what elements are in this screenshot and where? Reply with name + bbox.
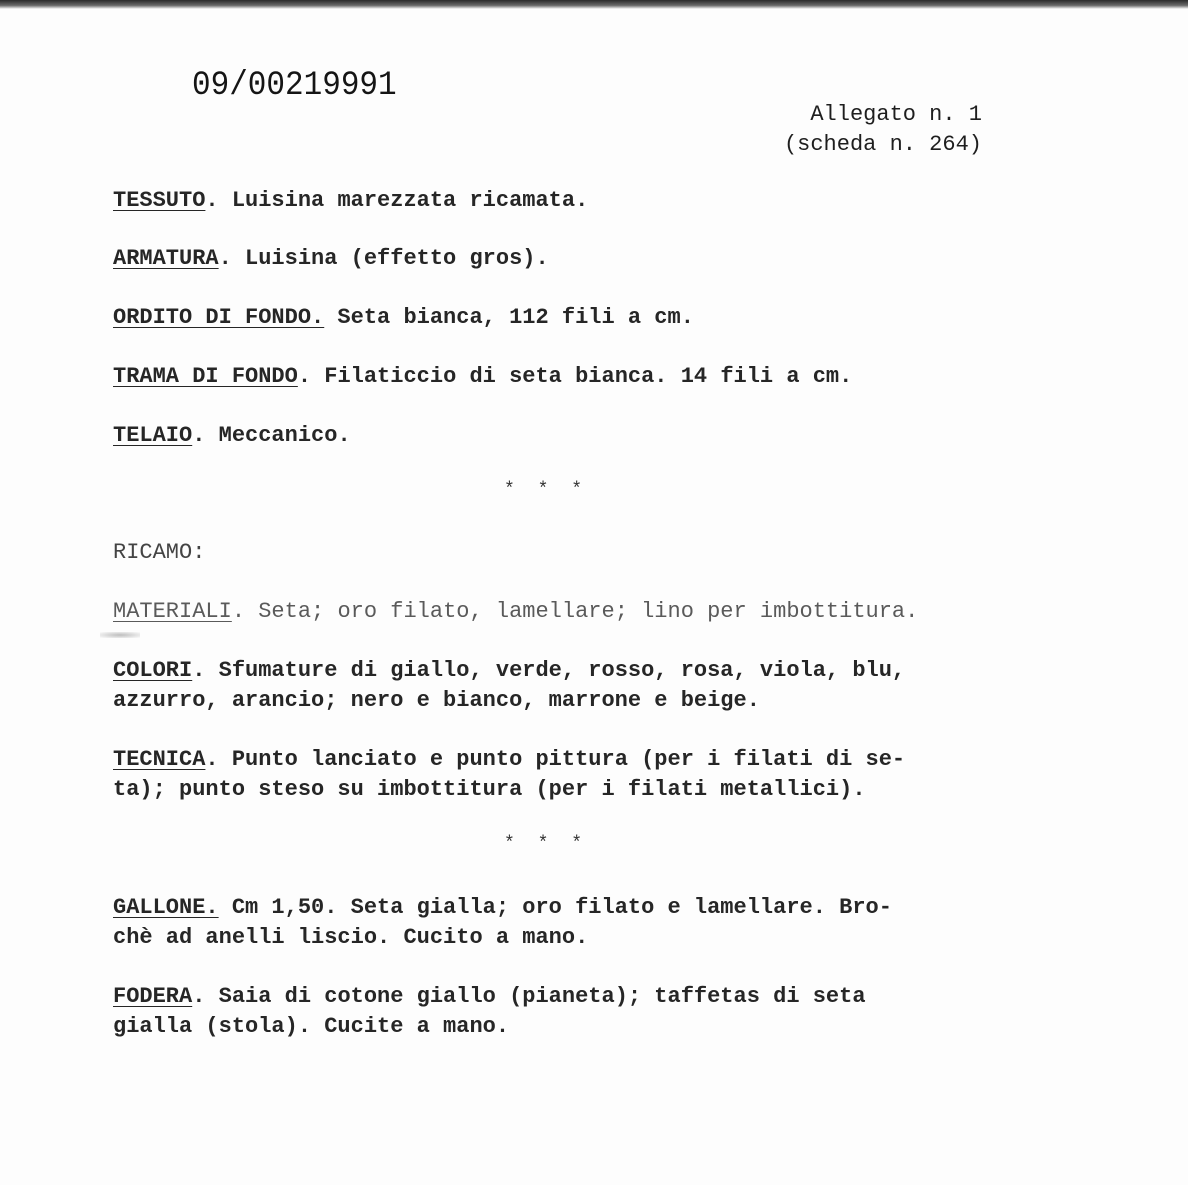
text-gallone-1: Cm 1,50. Seta gialla; oro filato e lamellare. Bro- [218,895,892,920]
entry-materiali [113,597,918,627]
entry-fodera-cont [113,1012,509,1042]
section-separator: * * * [504,834,589,854]
record-number: (scheda n. 264) [783,132,982,157]
label-gallone: GALLONE. [113,895,219,920]
entry-colori [113,656,905,686]
entry-armatura [113,244,549,274]
text-ordito: Seta bianca, 112 fili a cm. [324,305,694,330]
entry-gallone [113,893,892,923]
text-tecnica-1: . Punto lanciato e punto pittura (per i filati di se- [205,747,906,772]
label-trama: TRAMA DI FONDO [113,364,298,389]
text-armatura: . Luisina (effetto gros). [218,246,549,271]
label-fodera: FODERA [113,984,193,1009]
text-trama: . Filaticcio di seta bianca. 14 fili a cm. [297,364,853,389]
entry-trama [113,362,852,392]
label-materiali: MATERIALI [113,599,232,624]
text-tecnica-2: ta); punto steso su imbottitura (per i filati metallici). [113,777,866,802]
document-number: 09/00219991 [192,66,397,106]
text-telaio: . Meccanico. [192,423,351,448]
label-armatura: ARMATURA [113,246,219,271]
label-colori: COLORI [113,658,193,683]
label-tessuto: TESSUTO [113,188,206,213]
label-ordito: ORDITO DI FONDO. [113,305,325,330]
entry-fodera [113,982,866,1012]
text-fodera-2: gialla (stola). Cucite a mano. [113,1014,510,1039]
entry-colori-cont [113,686,760,716]
text-colori-2: azzurro, arancio; nero e bianco, marrone e beige. [113,688,760,713]
section-separator: * * * [504,480,589,500]
text-gallone-2: chè ad anelli liscio. Cucito a mano. [113,925,589,950]
text-colori-1: . Sfumature di giallo, verde, rosso, rosa, viola, blu, [192,658,906,683]
entry-telaio [113,421,351,451]
entry-tessuto [113,186,588,216]
entry-tecnica [113,745,905,775]
text-tessuto: . Luisina marezzata ricamata. [205,188,589,213]
text-fodera-1: . Saia di cotone giallo (pianeta); taffetas di seta [192,984,866,1009]
text-materiali: . Seta; oro filato, lamellare; lino per imbottitura. [231,599,919,624]
ink-smudge [100,632,140,638]
attachment-reference [760,100,982,160]
label-telaio: TELAIO [113,423,193,448]
entry-ordito [113,303,694,333]
entry-tecnica-cont [113,775,866,805]
attachment-number: Allegato n. 1 [810,102,982,127]
scan-top-edge [0,0,1188,9]
ricamo-heading: RICAMO: [113,540,206,565]
entry-gallone-cont [113,923,588,953]
label-tecnica: TECNICA [113,747,206,772]
